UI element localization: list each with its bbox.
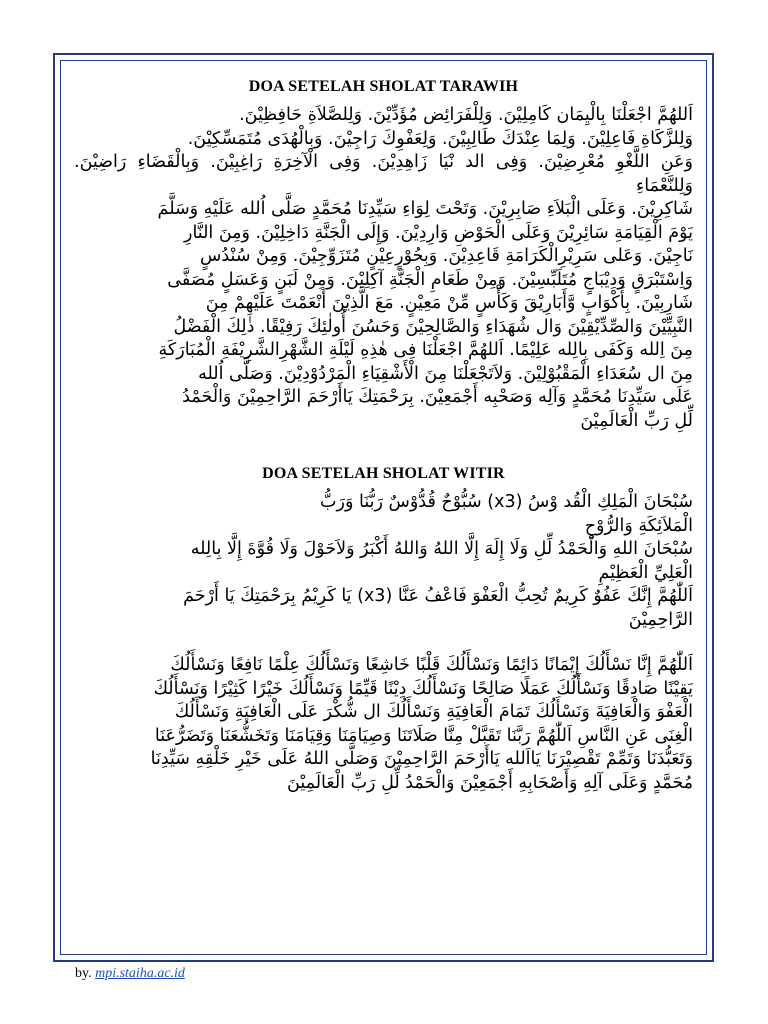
tarawih-line: وَاِسْتَبْرَقٍ وَدِيْبَاجٍ مُتَلَبِّسِيْنَ. وَمِنْ طَعَامِ الْجَنَّةِ آكِلِيْنَ. وَمِنْ لَبَنٍ وَعَسَلٍ مُصَفَّى bbox=[167, 269, 693, 290]
tarawih-line: شَاكِرِيْنَ. وَعَلَى الْبَلاَءِ صَابِرِيْنَ. وَتَحْتَ لِوَاءِ سَيِّدِنَا مُحَمَّدٍ صَلَّى اُلله عَلَيْهِ وَسَلَّمَ bbox=[157, 199, 693, 219]
footer-credit bbox=[75, 966, 185, 982]
tarawih-line: يَوْمَ الْقِيَامَةِ سَائِرِيْنَ وَعَلَى الْحَوْضِ وَارِدِيْنَ. وَإِلَى الْجَنَّةِ دَاخِلِيْنَ. وَمِنَ النَّارِ bbox=[184, 222, 693, 243]
tarawih-line: وَلِلزَّكَاةِ فَاعِلِيْنَ. وَلِمَا عِنْدَكَ طَالِبِيْنَ. وَلِعَفْوِكَ رَاجِيْنَ. وَبِالْهُدَى مُتَمَسِّكِيْنَ. bbox=[187, 128, 693, 149]
tarawih-line: النَّبِيِّيْنَ وَالصِّدِّيْقِيْنَ وَال شُهَدَاءِ وَالصَّالِحِيْنَ وَحَسُنَ أُولٰئِكَ رَفِيْقًا. ذٰلِكَ الْفَضْلُ bbox=[173, 316, 693, 337]
footer-by-label: by. bbox=[75, 966, 92, 981]
witir-line: يَقِيْنًا صَادِقًا وَنَسْأَلُكَ عَمَلًا صَالِحًا وَنَسْأَلُكَ دِيْنًا قَيِّمًا وَنَسْأَلُكَ خَيْرًا كَثِيْرًا وَنَسْأَلُكَ bbox=[153, 678, 693, 699]
tarawih-line: شَارِبِيْنَ. بِأَكْوَابٍ وَّأَبَارِيْقَ وَكَأْسٍ مِّنْ مَعِيْنٍ. مَعَ الَّذِيْنَ أَنْعَمْتَ عَلَيْهِمْ مِنَ bbox=[205, 293, 693, 313]
tarawih-line: عَلَى سَيِّدِنَا مُحَمَّدٍ وَآلِه وَصَحْبِه أَجْمَعِيْنَ. بِرَحْمَتِكَ يَاأَرْحَمَ الرَّاحِمِيْنَ وَالْحَمْدُ bbox=[182, 387, 693, 407]
witir-line: الْمَلاَئِكَةِ وَالرُّوْحِ bbox=[584, 515, 693, 536]
witir-line: اَللّٰهُمَّ إِنَّا نَسْأَلُكَ إِيْمَانًا دَائِمًا وَنَسْأَلُكَ قَلْبًا خَاشِعًا وَنَسْأَلُكَ عِلْمًا نَافِعًا وَنَسْأَلُكَ bbox=[170, 655, 693, 675]
tarawih-line: وَعَنِ اللَّغْوِ مُعْرِضِيْنَ. وَفِى الد نْيَا زَاهِدِيْنَ. وَفِى الْآخِرَةِ رَاغِبِيْنَ. وَبِالْقَضَاءِ رَاضِيْنَ. وَلِلنَّعْمَاءِ bbox=[74, 152, 693, 196]
witir-line: اَللّٰهُمَّ إِنَّكَ عَفُوٌ كَرِيمٌ تُحِبُّ الْعَفْوَ فَاعْفُ عَنَّا (x3) يَا كَرِيْمُ بِرَحْمَتِكَ يَا أَرْحَمَ bbox=[183, 586, 693, 606]
witir-line: وَتَعَبُّدَنَا وَتَمِّمْ تَقْصِيْرَنَا يَااَلله يَاأَرْحَمَ الرَّاحِمِيْنَ وَصَلَّى اللهُ عَلَى خَيْرِ خَلْقِهِ سَيِّدِنَا bbox=[150, 749, 693, 769]
witir-line: الرَّاحِمِيْنَ bbox=[628, 609, 693, 630]
witir-line: الْعَفْوَ وَالْعَافِيَةَ وَنَسْأَلُكَ تَمَامَ الْعَافِيَةِ وَنَسْأَلُكَ ال شُّكْرَ عَلَى الْعَافِيَةِ وَنَسْأَلُكَ bbox=[174, 702, 693, 722]
witir-line: الْعَلِيِّ الْعَظِيْمِ bbox=[598, 562, 693, 583]
witir-line: مُحَمَّدٍ وَعَلَى آلِهِ وَأَصْحَابِهِ أَجْمَعِيْنَ وَالْحَمْدُ لِّلِ رَبِّ الْعَالَمِيْنَ bbox=[287, 772, 693, 793]
tarawih-line: اَللهُمَّ اجْعَلْنَا بِالْيِمَان كَامِلِيْنَ. وَلِلْفَرَائِض مُؤَدِّيْنَ. وَلِلصَّلاَةِ حَافِظِيْنَ. bbox=[239, 105, 693, 125]
witir-line: الْغِنَى عَنِ النَّاسِ اَللّٰهُمَّ رَبَّنَا تَقَبَّلْ مِنَّا صَلَاتَنَا وَصِيَامَنَا وَقِيَامَنَا وَتَخَشُّعَنَا وَتَضَرُّعَنَا bbox=[154, 725, 693, 746]
website-link[interactable]: mpi.staiha.ac.id bbox=[95, 966, 185, 981]
tarawih-line: مِنَ اِلله وَكَفَى بِالِله عَلِيْمًا. اَللهُمَّ اجْعَلْنَا فِى هٰذِهِ لَيْلَةِ الشَّهْرِالشَّرِيْفَةِ الْمُبَارَكَةِ bbox=[158, 340, 693, 360]
tarawih-prayer bbox=[74, 104, 693, 433]
witir-line: سُبْحَانَ اللهِ وَالْحَمْدُ لِّلِ وَلَا إِلَهَ إِلَّا اللهُ وَاللهُ أَكْبَرُ وَلاَحَوْلَ وَلَا قُوَّةَ إِلَّا بِالِله bbox=[190, 539, 693, 559]
tarawih-title: DOA SETELAH SHOLAT TARAWIH bbox=[248, 78, 519, 95]
witir-title: DOA SETELAH SHOLAT WITIR bbox=[262, 465, 505, 482]
witir-line: سُبْحَانَ الْمَلِكِ الْقُد وْسُ (x3) سُبُّوْحٌ قُدُّوْسٌ رَبُّنَا وَرَبُّ bbox=[320, 492, 693, 512]
tarawih-line: نَاجِيْنَ. وَعَلى سَرِيْرِالْكَرَامَةِ قَاعِدِيْنَ. وَبِحُوْرٍعِيْنٍ مُتَزَوِّجِيْنَ. وَمِنْ سُنْدُسٍ bbox=[200, 246, 693, 266]
document-page bbox=[62, 62, 705, 952]
tarawih-line: لِّلِ رَبِّ الْعَالَمِيْنَ bbox=[580, 410, 693, 431]
tarawih-line: مِنَ ال سُعَدَاءِ الْمَقْبُوْلِيْنَ. وَلاَتَجْعَلْنَا مِنَ الْأَشْقِيَاءِ الْمَرْدُوْدِيْنَ. وَصَلَّى اُلله bbox=[198, 363, 693, 384]
witir-prayer bbox=[74, 491, 693, 795]
